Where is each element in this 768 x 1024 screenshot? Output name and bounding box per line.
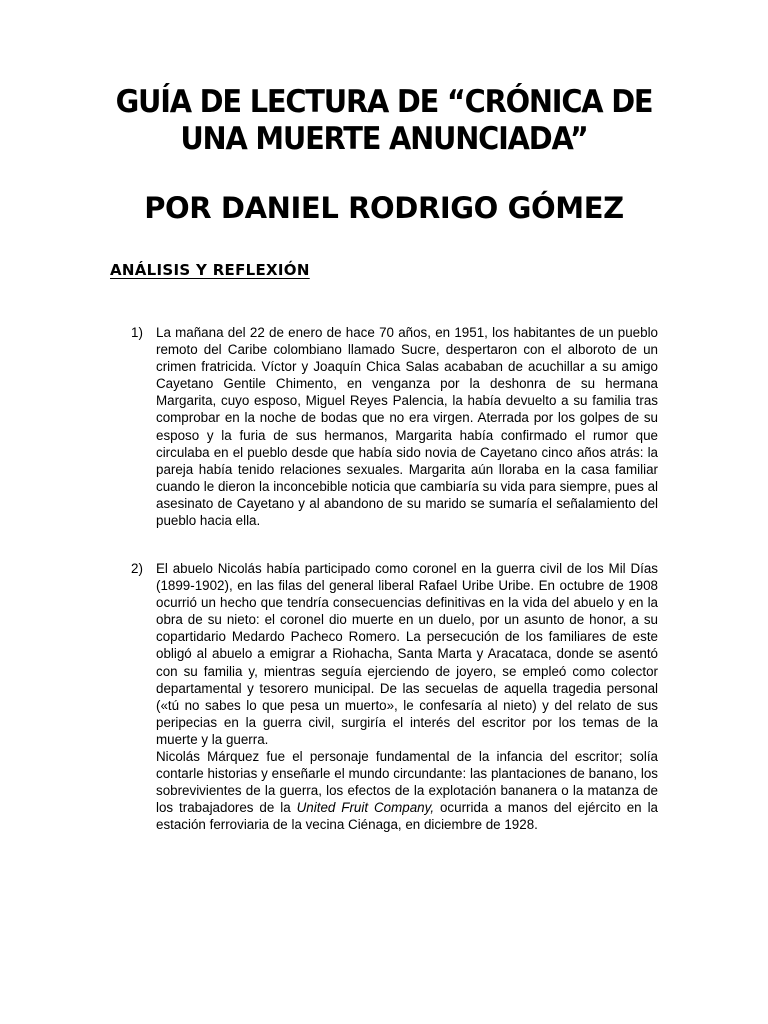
- list-item-number: 2): [131, 561, 143, 576]
- list-item-number: 1): [131, 325, 143, 340]
- list-item-paragraph: El abuelo Nicolás había participado como coronel en la guerra civil de los Mil Días (1899-1902), en las filas del general liberal Rafael Uribe Uribe. En octubre de 1908 ocurrió un hecho que tendría consecuencias definitivas en la vida del abuelo y en la obra de su nieto: el coronel dio muerte en un duelo, por un asunto de honor, a su copartidario Medardo Pacheco Romero. La persecución de los familiares de este obligó al abuelo a emigrar a Riohacha, Santa Marta y Aracataca, donde se asentó con su familia y, mientras seguía ejerciendo de joyero, se empleó como colector departamental y tesorero municipal. De las secuelas de aquella tragedia personal («tú no sabes lo que pesa un muerto», le confesaría al nieto) y del relato de sus peripecias en la guerra civil, surgiría el interés del escritor por los temas de la muerte y la guerra.: [156, 561, 658, 747]
- company-name-italic: United Fruit Company,: [296, 800, 435, 816]
- paragraph-text: ocurrida a manos del ejército en la estación ferroviaria de la vecina Ciénaga, en diciembre de 1928.: [156, 800, 658, 833]
- list-item: [131, 324, 658, 529]
- list-item-paragraph: La mañana del 22 de enero de hace 70 años, en 1951, los habitantes de un pueblo remoto del Caribe colombiano llamado Sucre, despertaron con el alboroto de un crimen fratricida. Víctor y Joaquín Chica Salas acababan de acuchillar a su amigo Cayetano Gentile Chimento, en venganza por la deshonra de su hermana Margarita, cuyo esposo, Miguel Reyes Palencia, la había devuelto a su familia tras comprobar en la noche de bodas que no era virgen. Aterrada por los golpes de su esposo y la furia de sus hermanos, Margarita había confirmado el rumor que circulaba en el pueblo desde que había sido novia de Cayetano cinco años atrás: la pareja había tenido relaciones sexuales. Margarita aún lloraba en la casa familiar cuando le dieron la inconcebible noticia que cambiaría su vida para siempre, pues al asesinato de Cayetano y al abandono de su marido se sumaría el señalamiento del pueblo hacia ella.: [156, 325, 658, 529]
- title-line-2: UNA MUERTE ANUNCIADA”: [180, 121, 588, 157]
- paragraph-text: Nicolás Márquez fue el personaje fundamental de la infancia del escritor; solía contarle historias y enseñarle el mundo circundante: las plantaciones de banano, los sobrevivientes de la guerra, los efectos de la explotación bananera o la matanza de los trabajadores de la: [156, 749, 658, 816]
- author-line: POR DANIEL RODRIGO GÓMEZ: [144, 191, 624, 225]
- document-title: [83, 84, 686, 158]
- list-item: [131, 560, 658, 834]
- list-item-paragraph-continued: [156, 748, 658, 833]
- section-heading: ANÁLISIS Y REFLEXIÓN: [110, 261, 310, 279]
- title-line-1: GUÍA DE LECTURA DE “CRÓNICA DE: [115, 84, 653, 120]
